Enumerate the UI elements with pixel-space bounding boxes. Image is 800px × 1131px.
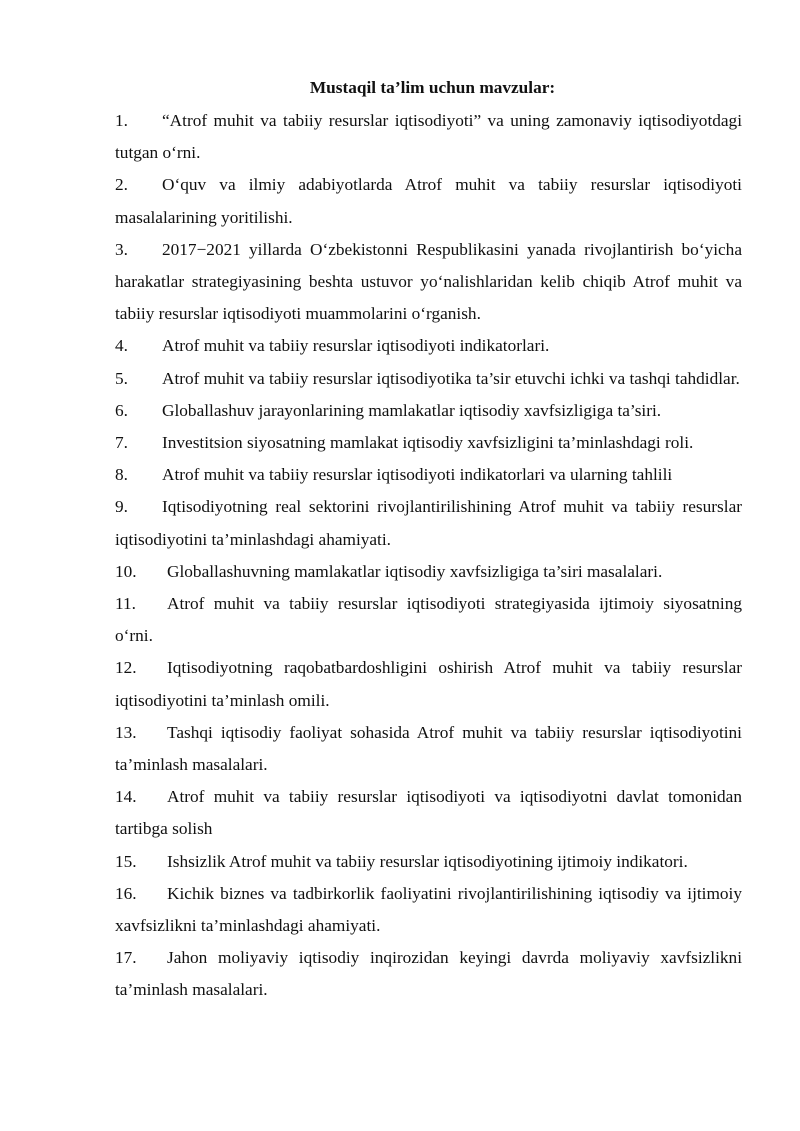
list-item	[115, 459, 742, 491]
item-number: 12.	[115, 658, 137, 678]
topic-list	[115, 105, 742, 1007]
list-item	[115, 717, 742, 781]
list-item	[115, 846, 742, 878]
item-number: 14.	[115, 787, 137, 807]
list-item	[115, 395, 742, 427]
item-number: 16.	[115, 883, 137, 903]
item-text: Atrof muhit va tabiiy resurslar iqtisodiyoti indikatorlari va ularning tahlili	[162, 465, 673, 485]
item-number: 2.	[115, 175, 128, 195]
item-number: 3.	[115, 239, 128, 259]
item-text: Tashqi iqtisodiy faoliyat sohasida Atrof muhit va tabiiy resurslar iqtisodiyotini ta’minlash masalalari.	[115, 722, 742, 775]
item-number: 6.	[115, 400, 128, 420]
item-text: Atrof muhit va tabiiy resurslar iqtisodiyoti strategiyasida ijtimoiy siyosatning o‘rni.	[115, 594, 742, 646]
list-item	[115, 491, 742, 555]
page-title: Mustaqil ta’lim uchun mavzular:	[309, 78, 556, 97]
list-item	[115, 781, 742, 845]
item-number: 13.	[115, 722, 137, 742]
item-number: 8.	[115, 465, 128, 485]
item-number: 10.	[115, 561, 137, 581]
item-text: Atrof muhit va tabiiy resurslar iqtisodiyoti indikatorlari.	[162, 336, 550, 356]
list-item	[115, 105, 742, 169]
item-text: Globallashuvning mamlakatlar iqtisodiy xavfsizligiga ta’siri masalalari.	[167, 561, 663, 581]
item-text: Iqtisodiyotning real sektorini rivojlantirilishining Atrof muhit va tabiiy resurslar iqtisodiyotini ta’minlashdagi ahamiyati.	[115, 497, 742, 549]
item-text: Kichik biznes va tadbirkorlik faoliyatini rivojlantirilishining iqtisodiy va ijtimoiy xavfsizlikni ta’minlashdagi ahamiyati.	[115, 883, 742, 936]
item-number: 4.	[115, 336, 128, 356]
item-number: 7.	[115, 433, 128, 453]
item-text: Ishsizlik Atrof muhit va tabiiy resurslar iqtisodiyotining ijtimoiy indikatori.	[167, 851, 688, 871]
item-text: “Atrof muhit va tabiiy resurslar iqtisodiyoti” va uning zamonaviy iqtisodiyotdagi tutgan o‘rni.	[115, 111, 742, 163]
list-item	[115, 427, 742, 459]
item-number: 15.	[115, 851, 137, 871]
list-item	[115, 363, 742, 395]
list-item	[115, 652, 742, 716]
list-item	[115, 942, 742, 1006]
list-item	[115, 878, 742, 942]
item-text: Atrof muhit va tabiiy resurslar iqtisodiyoti va iqtisodiyotni davlat tomonidan tartibga solish	[115, 787, 742, 839]
list-item	[115, 588, 742, 652]
item-text: Investitsion siyosatning mamlakat iqtisodiy xavfsizligini ta’minlashdagi roli.	[162, 433, 694, 453]
item-text: Atrof muhit va tabiiy resurslar iqtisodiyotika ta’sir etuvchi ichki va tashqi tahdidlar.	[162, 368, 740, 388]
item-number: 11.	[115, 594, 136, 614]
list-item	[115, 234, 742, 331]
item-number: 1.	[115, 111, 128, 130]
item-text: O‘quv va ilmiy adabiyotlarda Atrof muhit va tabiiy resurslar iqtisodiyoti masalalarining yoritilishi.	[115, 175, 742, 227]
list-item	[115, 556, 742, 588]
item-number: 5.	[115, 368, 128, 388]
item-text: 2017−2021 yillarda O‘zbekistonni Respublikasini yanada rivojlantirish bo‘yicha harakatlar strategiyasining beshta ustuvor yo‘nalishlaridan kelib chiqib Atrof muhit va tabiiy resurslar iqtisodiyoti muammolarini o‘rganish.	[115, 239, 742, 324]
list-item	[115, 330, 742, 362]
item-text: Globallashuv jarayonlarining mamlakatlar iqtisodiy xavfsizligiga ta’siri.	[162, 400, 662, 420]
item-text: Jahon moliyaviy iqtisodiy inqirozidan keyingi davrda moliyaviy xavfsizlikni ta’minlash masalalari.	[115, 948, 742, 1000]
item-number: 17.	[115, 948, 137, 968]
list-item	[115, 169, 742, 233]
item-text: Iqtisodiyotning raqobatbardoshligini oshirish Atrof muhit va tabiiy resurslar iqtisodiyotini ta’minlash omili.	[115, 658, 742, 710]
item-number: 9.	[115, 497, 128, 517]
